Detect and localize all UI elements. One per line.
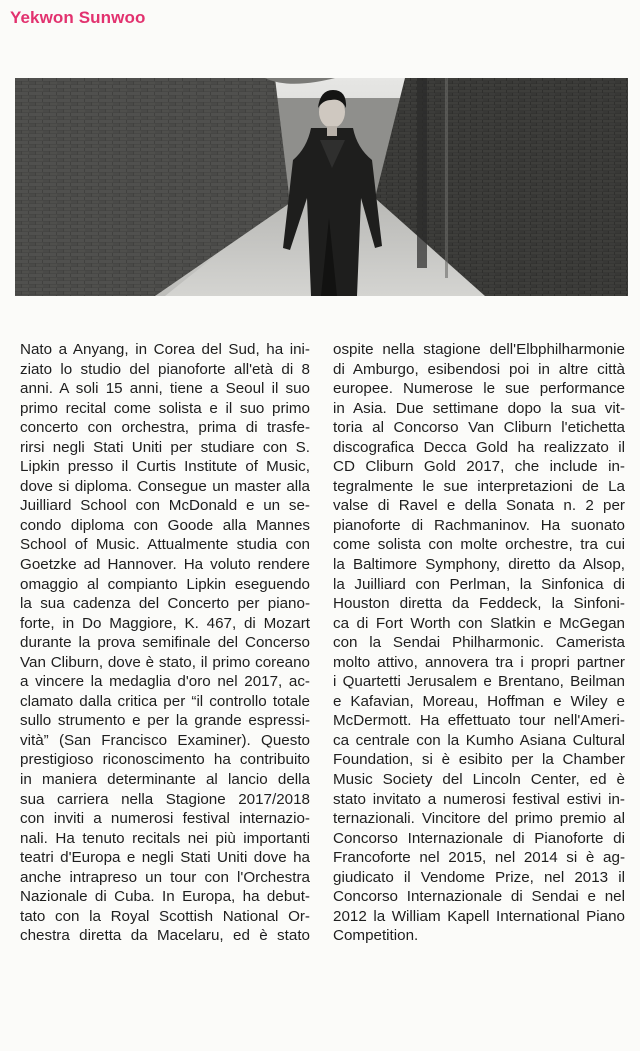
text-line: Foundation, si è esibito per la Chamber: [333, 751, 625, 769]
text-line: Music Society del Lincoln Center, ed è: [333, 771, 625, 789]
text-line: teatri d'Europa e negli Stati Uniti dove ha: [20, 849, 310, 867]
text-line: Concorso Internazionale di Pianoforte di: [333, 829, 625, 847]
text-line: ca di Fort Worth con Slatkin e McGegan: [333, 614, 625, 632]
text-line: ternazionali. Vincitore del primo premio al: [333, 810, 625, 828]
text-line: Francoforte nel 2015, nel 2014 si è ag-: [333, 849, 625, 867]
text-line: chestra diretta da Macelaru, ed è stato: [20, 927, 310, 945]
text-line: tato con la Royal Scottish National Or-: [20, 907, 310, 925]
text-line: clamato dalla critica per “il controllo totale: [20, 692, 310, 710]
text-line: la Juilliard con Perlman, la Sinfonica di: [333, 575, 625, 593]
text-line: toria al Concorso Van Cliburn l'etichetta: [333, 419, 625, 437]
text-line: stato invitato a numerosi festival estivi in-: [333, 790, 625, 808]
text-line: e Kafavian, Moreau, Hoffman e Wiley e: [333, 692, 625, 710]
text-line: omaggio al compianto Lipkin eseguendo: [20, 575, 310, 593]
text-line: giudicato il Vendome Prize, nel 2013 il: [333, 868, 625, 886]
text-line: Goetzke ad Hannover. Ha voluto rendere: [20, 556, 310, 574]
text-line: 2012 la William Kapell International Piano: [333, 907, 625, 925]
text-line: anni. A soli 15 anni, tiene a Seoul il suo: [20, 380, 310, 398]
text-line: Competition.: [333, 927, 419, 945]
article-right-column: [333, 340, 625, 946]
text-line: con inviti a numerosi festival internazio-: [20, 810, 310, 828]
text-line: i Quartetti Jerusalem e Brentano, Beilman: [333, 673, 625, 691]
text-line: durante la prova semifinale del Concerso: [20, 634, 310, 652]
text-line: in Asia. Due settimane dopo la sua vit-: [333, 399, 625, 417]
text-line: pianoforte di Rachmaninov. Ha suonato: [333, 516, 625, 534]
text-line: la sua cadenza del Concerto per piano-: [20, 595, 310, 613]
text-line: discografica Decca Gold ha realizzato il: [333, 438, 625, 456]
text-line: sua carriera nella Stagione 2017/2018: [20, 790, 310, 808]
text-line: molto attivo, annovera tra i propri partner: [333, 653, 625, 671]
text-line: ospite nella stagione dell'Elbphilharmonie: [333, 341, 625, 358]
text-line: dove si diploma. Consegue un master alla: [20, 477, 310, 495]
text-line: Nazionale di Cuba. In Europa, ha debut-: [20, 888, 310, 906]
text-line: europee. Numerose le sue performance: [333, 380, 625, 398]
text-line: valse di Ravel e della Sonata n. 2 per: [333, 497, 625, 515]
text-line: nali. Ha tenuto recitals nei più importanti: [20, 829, 310, 847]
text-line: McDermott. Ha effettuato tour nell'Ameri-: [333, 712, 625, 730]
text-line: ziato lo studio del pianoforte all'età di 8: [20, 360, 310, 378]
text-line: anche intrapreso un tour con l'Orchestra: [20, 868, 310, 886]
text-line: di Amburgo, esibendosi poi in altre città: [333, 360, 625, 378]
text-line: Concorso Internazionale di Sendai e nel: [333, 888, 625, 906]
text-line: primo recital come solista e il suo primo: [20, 399, 310, 417]
text-line: Lipkin presso il Curtis Institute of Music,: [20, 458, 310, 476]
article-left-column: [20, 340, 310, 946]
text-line: a vincere la medaglia d'oro nel 2017, ac-: [20, 673, 310, 691]
text-line: Nato a Anyang, in Corea del Sud, ha ini-: [20, 341, 310, 358]
text-line: forte, in Do Maggiore, K. 467, di Mozart: [20, 614, 310, 632]
text-line: prestigioso riconoscimento ha contribuito: [20, 751, 310, 769]
portrait-photo: [15, 78, 628, 296]
text-line: condo diploma con Goode alla Mannes: [20, 516, 310, 534]
text-line: Juilliard School con McDonald e un se-: [20, 497, 310, 515]
text-line: tegralmente le sue interpretazioni de La: [333, 477, 625, 495]
text-line: la Baltimore Symphony, diretto da Alsop,: [333, 556, 625, 574]
text-line: ca centrale con la Kumho Asiana Cultural: [333, 731, 625, 749]
text-line: come solista con molte orchestre, tra cui: [333, 536, 625, 554]
text-line: rirsi negli Stati Uniti per studiare con S.: [20, 438, 310, 456]
text-line: concerto con orchestra, prima di trasfe-: [20, 419, 310, 437]
page-title: Yekwon Sunwoo: [10, 8, 146, 27]
text-line: in maniera determinante al lancio della: [20, 771, 310, 789]
text-line: School of Music. Attualmente studia con: [20, 536, 310, 554]
text-line: CD Cliburn Gold 2017, che include in-: [333, 458, 625, 476]
text-line: con la Sendai Philharmonic. Camerista: [333, 634, 625, 652]
text-line: Houston diretta da Feddeck, la Sinfoni-: [333, 595, 625, 613]
text-line: vità” (San Francisco Examiner). Questo: [20, 731, 310, 749]
text-line: sullo strumento e per la grande espressi-: [20, 712, 310, 730]
text-line: Van Cliburn, dove è stato, il primo coreano: [20, 653, 310, 671]
